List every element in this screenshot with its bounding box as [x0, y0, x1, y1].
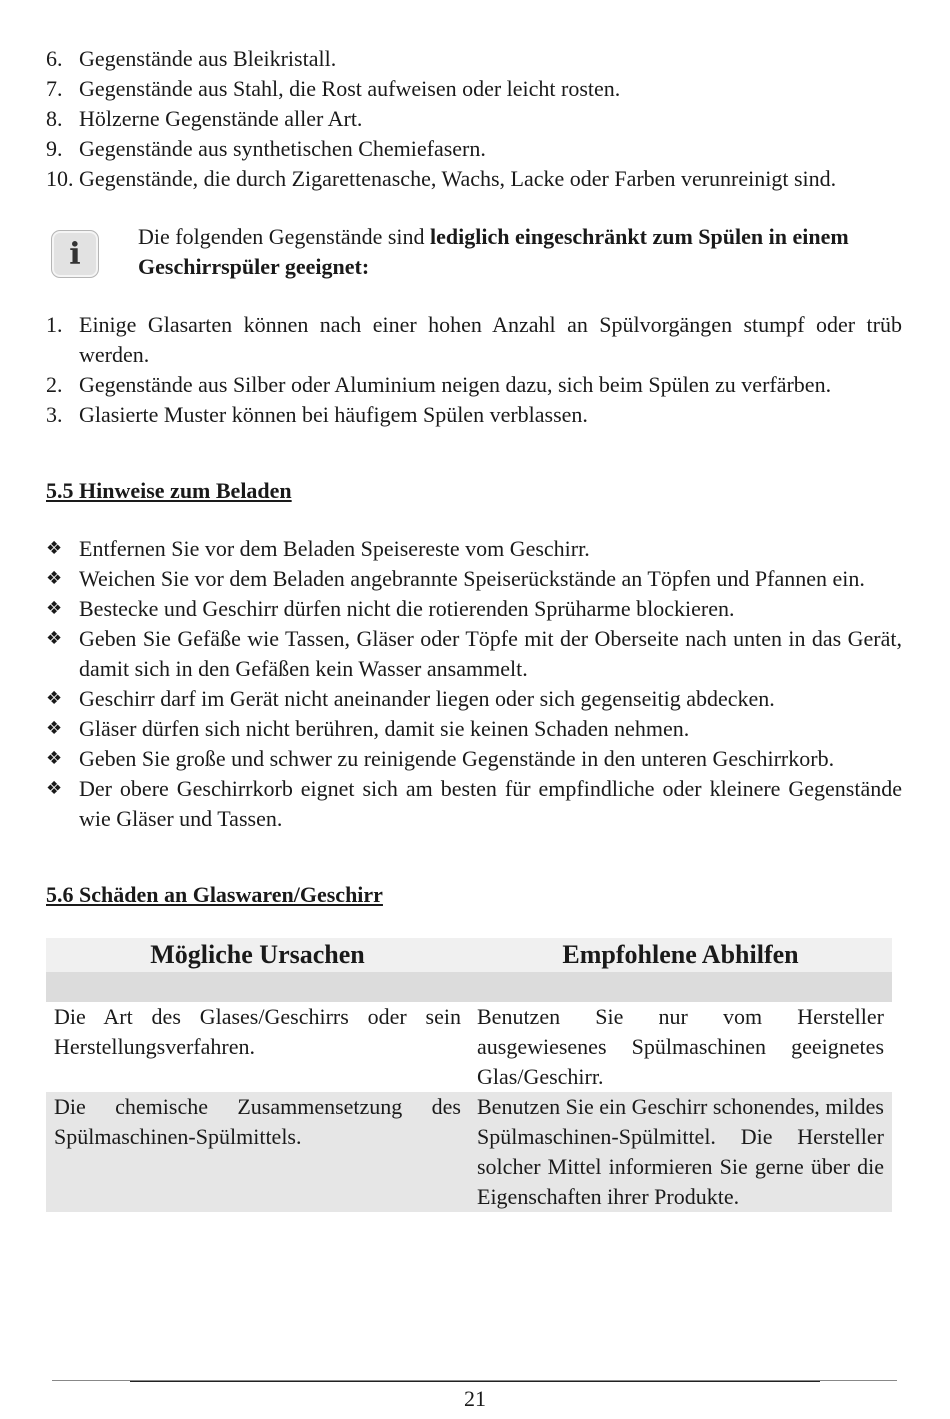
- list-number: 8.: [46, 106, 63, 131]
- bullet-icon: ❖: [46, 628, 63, 649]
- list-item: [46, 310, 902, 370]
- list-number: 6.: [46, 46, 63, 71]
- list-text: Gegenstände aus Silber oder Aluminium neigen dazu, sich beim Spülen zu verfärben.: [79, 372, 832, 397]
- table-cell-remedy: Benutzen Sie nur vom Hersteller ausgewiesenes Spülmaschinen geeignetes Glas/Geschirr.: [469, 1002, 892, 1092]
- list-text: Gläser dürfen sich nicht berühren, damit sie keinen Schaden nehmen.: [79, 716, 690, 741]
- bullet-icon: ❖: [46, 598, 63, 619]
- list-text: Bestecke und Geschirr dürfen nicht die rotierenden Sprüharme blockieren.: [79, 596, 735, 621]
- info-note: [46, 222, 902, 282]
- column-header-remedies: Empfohlene Abhilfen: [469, 938, 892, 972]
- list-text: Der obere Geschirrkorb eignet sich am besten für empfindliche oder kleinere Gegenstände wie Gläser und Tassen.: [79, 776, 902, 831]
- list-item: [46, 744, 902, 774]
- list-item: [46, 104, 902, 134]
- bullet-icon: ❖: [46, 778, 63, 799]
- list-number: 3.: [46, 402, 63, 427]
- list-text: Hölzerne Gegenstände aller Art.: [79, 106, 363, 131]
- list-text: Gegenstände aus synthetischen Chemiefasern.: [79, 136, 486, 161]
- bullet-icon: ❖: [46, 718, 63, 739]
- list-text: Geben Sie Gefäße wie Tassen, Gläser oder Töpfe mit der Oberseite nach unten in das Gerät, damit sich in den Gefäßen kein Wasser ansammelt.: [79, 626, 902, 681]
- list-item: [46, 134, 902, 164]
- table-cell-cause: Die Art des Glases/Geschirrs oder sein Herstellungsverfahren.: [46, 1002, 469, 1092]
- table-spacer-row: [46, 972, 892, 1002]
- list-item: [46, 370, 902, 400]
- list-number: 7.: [46, 76, 63, 101]
- bullet-icon: ❖: [46, 688, 63, 709]
- list-item: [46, 624, 902, 684]
- list-text: Gegenstände aus Bleikristall.: [79, 46, 337, 71]
- unsuitable-items-list: [46, 44, 902, 194]
- table-header-row: [46, 938, 892, 972]
- list-item: [46, 44, 902, 74]
- list-number: 1.: [46, 312, 63, 337]
- list-item: [46, 774, 902, 834]
- info-text: [138, 222, 898, 282]
- loading-tips-list: [46, 534, 902, 834]
- column-header-causes: Mögliche Ursachen: [46, 938, 469, 972]
- section-heading-glass-damage: 5.6 Schäden an Glaswaren/Geschirr: [46, 882, 383, 907]
- list-item: [46, 684, 902, 714]
- info-text-bold: lediglich eingeschränkt zum Spülen in einem Geschirrspüler geeignet:: [138, 224, 849, 279]
- list-text: Einige Glasarten können nach einer hohen Anzahl an Spülvorgängen stumpf oder trüb werden.: [79, 312, 902, 367]
- section-heading-loading: 5.5 Hinweise zum Beladen: [46, 478, 292, 503]
- list-item: [46, 714, 902, 744]
- list-text: Weichen Sie vor dem Beladen angebrannte Speiserückstände an Töpfen und Pfannen ein.: [79, 566, 865, 591]
- list-text: Gegenstände, die durch Zigarettenasche, Wachs, Lacke oder Farben verunreinigt sind.: [79, 166, 837, 191]
- bullet-icon: ❖: [46, 538, 63, 559]
- info-text-normal: Die folgenden Gegenstände sind: [138, 224, 431, 249]
- list-number: 2.: [46, 372, 63, 397]
- list-item: [46, 400, 902, 430]
- list-text: Entfernen Sie vor dem Beladen Speisereste vom Geschirr.: [79, 536, 590, 561]
- list-text: Gegenstände aus Stahl, die Rost aufweisen oder leicht rosten.: [79, 76, 621, 101]
- footer-divider-dark: [130, 1381, 820, 1382]
- limited-items-list: [46, 310, 902, 430]
- damage-table: [46, 938, 892, 1212]
- table-row: [46, 1002, 892, 1092]
- list-item: [46, 564, 902, 594]
- list-text: Geschirr darf im Gerät nicht aneinander liegen oder sich gegenseitig abdecken.: [79, 686, 775, 711]
- manual-page: [46, 44, 902, 1212]
- page-number: 21: [464, 1386, 486, 1411]
- list-item: [46, 534, 902, 564]
- table-cell-remedy: Benutzen Sie ein Geschirr schonendes, mildes Spülmaschinen-Spülmittel. Die Hersteller solcher Mittel informieren Sie gerne über die Eigenschaften ihrer Produkte.: [469, 1092, 892, 1212]
- list-item: [46, 594, 902, 624]
- list-item: [46, 164, 902, 194]
- list-text: Glasierte Muster können bei häufigem Spülen verblassen.: [79, 402, 588, 427]
- table-cell-cause: Die chemische Zusammensetzung des Spülmaschinen-Spülmittels.: [46, 1092, 469, 1212]
- info-icon: [51, 230, 99, 278]
- list-text: Geben Sie große und schwer zu reinigende Gegenstände in den unteren Geschirrkorb.: [79, 746, 835, 771]
- list-number: 9.: [46, 136, 63, 161]
- bullet-icon: ❖: [46, 568, 63, 589]
- list-number: 10.: [46, 166, 74, 191]
- list-item: [46, 74, 902, 104]
- info-icon-glyph: i: [69, 236, 81, 272]
- bullet-icon: ❖: [46, 748, 63, 769]
- table-row: [46, 1092, 892, 1212]
